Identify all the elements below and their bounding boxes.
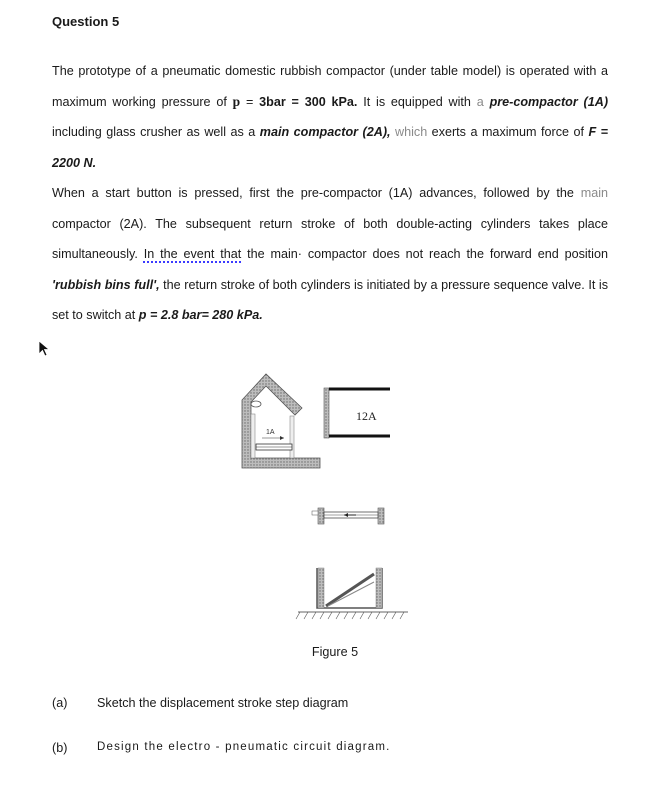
pre-compactor-housing: [242, 374, 320, 468]
label-2a: 12A: [356, 409, 377, 423]
compactor-figure: [232, 368, 412, 628]
question-a-label: (a): [52, 696, 68, 710]
question-b-label: (b): [52, 741, 68, 755]
pressure-symbol: p: [232, 93, 241, 109]
pre-compactor-term: pre-compactor (1A): [489, 94, 609, 109]
bins-full-term: 'rubbish bins full',: [52, 277, 160, 292]
middle-cylinder-detail: [312, 508, 384, 524]
p2-text-4: the return stroke of both cylinders is initiated by a pressure sequence valve. It is set to switch at: [52, 277, 609, 323]
question-b-text: Design the electro - pneumatic circuit diagram.: [97, 741, 391, 753]
switch-pressure-value: p = 2.8 bar= 280 kPa.: [138, 308, 263, 323]
p1-text-5: exerts a maximum force of: [427, 125, 589, 140]
question-heading: Question 5: [52, 14, 120, 29]
p2-text-1: When a start button is pressed, first the pre-compactor (1A) advances, followed by the: [52, 186, 581, 200]
working-pressure-value: 3bar = 300 kPa.: [259, 94, 358, 109]
p1-text-3: It is equipped with: [357, 94, 477, 109]
question-a-text: Sketch the displacement stroke step diagram: [97, 696, 349, 710]
p1-text-4: including glass crusher as well as a: [52, 125, 260, 140]
p1-text-2: =: [240, 94, 260, 109]
p1-article: a: [476, 94, 484, 109]
p2-text-2: compactor (2A). The subsequent return stroke of both double-acting cylinders takes place simultaneously.: [52, 216, 608, 262]
description-paragraph-1: [52, 56, 608, 178]
mouse-cursor-icon: [38, 340, 52, 358]
max-force-value: F = 2200 N.: [52, 125, 608, 170]
figure-caption: Figure 5: [311, 645, 359, 659]
main-compactor-term: main compactor (2A),: [259, 125, 391, 140]
description-paragraph-2: [52, 178, 608, 331]
bin-with-ramp: [296, 568, 408, 619]
p1-text-1: The prototype of a pneumatic domestic rubbish compactor (under table model) is operated with a maximum working pressure of: [52, 64, 608, 109]
p2-main-word: main: [580, 186, 608, 200]
spellcheck-underlined-phrase: In the event that: [143, 247, 242, 262]
label-1a: 1A: [266, 429, 275, 436]
p2-text-3: the main· compactor does not reach the forward end position: [241, 247, 608, 262]
p1-which: which: [390, 125, 428, 140]
